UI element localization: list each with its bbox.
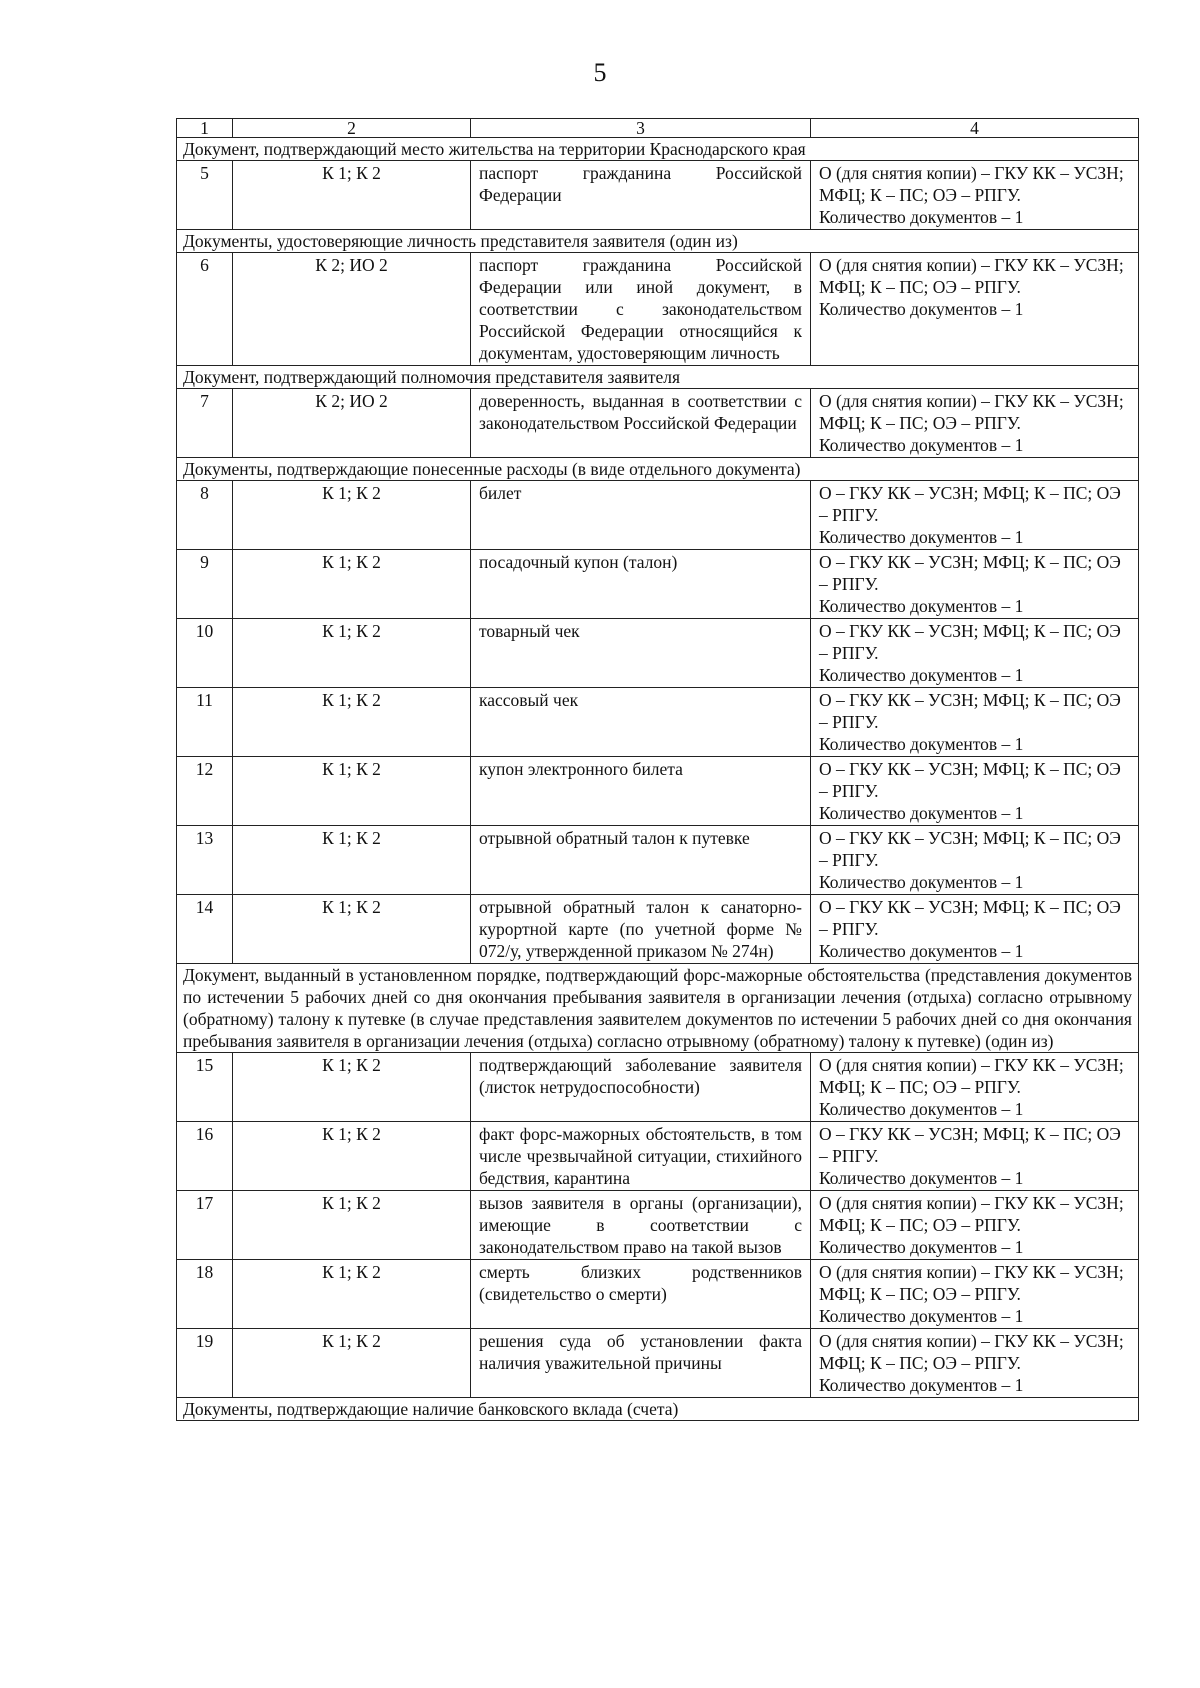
document-code-cell: К 1; К 2	[233, 895, 471, 964]
table-row	[177, 1191, 1139, 1260]
row-number-cell: 9	[177, 550, 233, 619]
table-row	[177, 253, 1139, 366]
document-name-cell: доверенность, выданная в соответствии с законодательством Российской Федерации	[471, 389, 811, 458]
table-row	[177, 895, 1139, 964]
column-header: 1	[177, 119, 233, 138]
section-heading-row	[177, 964, 1139, 1053]
table-row	[177, 550, 1139, 619]
table-row	[177, 1260, 1139, 1329]
submission-info-cell: О – ГКУ КК – УСЗН; МФЦ; К – ПС; ОЭ – РПГУ. Количество документов – 1	[811, 757, 1139, 826]
row-number-cell: 6	[177, 253, 233, 366]
document-name-cell: вызов заявителя в органы (организации), имеющие в соответствии с законодательством право на такой вызов	[471, 1191, 811, 1260]
document-code-cell: К 1; К 2	[233, 1260, 471, 1329]
column-header: 3	[471, 119, 811, 138]
submission-info-cell: О – ГКУ КК – УСЗН; МФЦ; К – ПС; ОЭ – РПГУ. Количество документов – 1	[811, 826, 1139, 895]
document-name-cell: отрывной обратный талон к санаторно-курортной карте (по учетной форме № 072/у, утвержденной приказом № 274н)	[471, 895, 811, 964]
section-heading: Документ, выданный в установленном порядке, подтверждающий форс-мажорные обстоятельства (представления документов по истечении 5 рабочих дней со дня окончания пребывания заявителя в организации лечения (отдыха) согласно отрывному (обратному) талону к путевке (в случае представления заявителем документов по истечении 5 рабочих дней со дня окончания пребывания заявителя в организации лечения (отдыха) согласно отрывному (обратному) талону к путевке) (один из)	[177, 964, 1139, 1053]
table-row	[177, 389, 1139, 458]
row-number-cell: 7	[177, 389, 233, 458]
column-header: 2	[233, 119, 471, 138]
document-code-cell: К 2; ИО 2	[233, 389, 471, 458]
table-header-row	[177, 119, 1139, 138]
section-heading-row	[177, 230, 1139, 253]
table-row	[177, 161, 1139, 230]
column-header: 4	[811, 119, 1139, 138]
document-code-cell: К 1; К 2	[233, 1122, 471, 1191]
document-code-cell: К 1; К 2	[233, 550, 471, 619]
row-number-cell: 19	[177, 1329, 233, 1398]
document-name-cell: паспорт гражданина Российской Федерации	[471, 161, 811, 230]
row-number-cell: 13	[177, 826, 233, 895]
section-heading: Документы, подтверждающие понесенные расходы (в виде отдельного документа)	[177, 458, 1139, 481]
submission-info-cell: О (для снятия копии) – ГКУ КК – УСЗН; МФЦ; К – ПС; ОЭ – РПГУ. Количество документов – 1	[811, 1260, 1139, 1329]
section-heading-row	[177, 138, 1139, 161]
section-heading: Документы, удостоверяющие личность представителя заявителя (один из)	[177, 230, 1139, 253]
row-number-cell: 16	[177, 1122, 233, 1191]
submission-info-cell: О (для снятия копии) – ГКУ КК – УСЗН; МФЦ; К – ПС; ОЭ – РПГУ. Количество документов – 1	[811, 1329, 1139, 1398]
document-code-cell: К 1; К 2	[233, 161, 471, 230]
section-heading-row	[177, 366, 1139, 389]
row-number-cell: 8	[177, 481, 233, 550]
page-number: 5	[593, 58, 607, 87]
document-name-cell: купон электронного билета	[471, 757, 811, 826]
document-code-cell: К 1; К 2	[233, 826, 471, 895]
submission-info-cell: О (для снятия копии) – ГКУ КК – УСЗН; МФЦ; К – ПС; ОЭ – РПГУ. Количество документов – 1	[811, 1191, 1139, 1260]
submission-info-cell: О (для снятия копии) – ГКУ КК – УСЗН; МФЦ; К – ПС; ОЭ – РПГУ. Количество документов – 1	[811, 161, 1139, 230]
submission-info-cell: О – ГКУ КК – УСЗН; МФЦ; К – ПС; ОЭ – РПГУ. Количество документов – 1	[811, 619, 1139, 688]
section-heading: Документ, подтверждающий полномочия представителя заявителя	[177, 366, 1139, 389]
table-row	[177, 1329, 1139, 1398]
row-number-cell: 18	[177, 1260, 233, 1329]
table-row	[177, 826, 1139, 895]
row-number-cell: 17	[177, 1191, 233, 1260]
document-name-cell: кассовый чек	[471, 688, 811, 757]
document-name-cell: посадочный купон (талон)	[471, 550, 811, 619]
row-number-cell: 11	[177, 688, 233, 757]
document-name-cell: товарный чек	[471, 619, 811, 688]
table-row	[177, 1053, 1139, 1122]
table-row	[177, 481, 1139, 550]
document-code-cell: К 1; К 2	[233, 619, 471, 688]
document-name-cell: билет	[471, 481, 811, 550]
row-number-cell: 12	[177, 757, 233, 826]
document-name-cell: отрывной обратный талон к путевке	[471, 826, 811, 895]
row-number-cell: 10	[177, 619, 233, 688]
document-name-cell: смерть близких родственников (свидетельство о смерти)	[471, 1260, 811, 1329]
table-row	[177, 619, 1139, 688]
document-code-cell: К 1; К 2	[233, 1329, 471, 1398]
submission-info-cell: О – ГКУ КК – УСЗН; МФЦ; К – ПС; ОЭ – РПГУ. Количество документов – 1	[811, 481, 1139, 550]
row-number-cell: 14	[177, 895, 233, 964]
document-name-cell: подтверждающий заболевание заявителя (листок нетрудоспособности)	[471, 1053, 811, 1122]
section-heading: Документы, подтверждающие наличие банковского вклада (счета)	[177, 1398, 1139, 1421]
document-code-cell: К 1; К 2	[233, 757, 471, 826]
submission-info-cell: О – ГКУ КК – УСЗН; МФЦ; К – ПС; ОЭ – РПГУ. Количество документов – 1	[811, 688, 1139, 757]
document-code-cell: К 1; К 2	[233, 1191, 471, 1260]
table-row	[177, 688, 1139, 757]
document-code-cell: К 2; ИО 2	[233, 253, 471, 366]
document-code-cell: К 1; К 2	[233, 688, 471, 757]
submission-info-cell: О (для снятия копии) – ГКУ КК – УСЗН; МФЦ; К – ПС; ОЭ – РПГУ. Количество документов – 1	[811, 253, 1139, 366]
section-heading-row	[177, 458, 1139, 481]
document-code-cell: К 1; К 2	[233, 481, 471, 550]
section-heading: Документ, подтверждающий место жительства на территории Краснодарского края	[177, 138, 1139, 161]
row-number-cell: 15	[177, 1053, 233, 1122]
document-code-cell: К 1; К 2	[233, 1053, 471, 1122]
submission-info-cell: О – ГКУ КК – УСЗН; МФЦ; К – ПС; ОЭ – РПГУ. Количество документов – 1	[811, 895, 1139, 964]
document-name-cell: паспорт гражданина Российской Федерации или иной документ, в соответствии с законодательством Российской Федерации относящийся к документам, удостоверяющим личность	[471, 253, 811, 366]
submission-info-cell: О – ГКУ КК – УСЗН; МФЦ; К – ПС; ОЭ – РПГУ. Количество документов – 1	[811, 1122, 1139, 1191]
submission-info-cell: О – ГКУ КК – УСЗН; МФЦ; К – ПС; ОЭ – РПГУ. Количество документов – 1	[811, 550, 1139, 619]
section-heading-row	[177, 1398, 1139, 1421]
row-number-cell: 5	[177, 161, 233, 230]
table-row	[177, 757, 1139, 826]
documents-table	[176, 118, 1139, 1421]
submission-info-cell: О (для снятия копии) – ГКУ КК – УСЗН; МФЦ; К – ПС; ОЭ – РПГУ. Количество документов – 1	[811, 1053, 1139, 1122]
submission-info-cell: О (для снятия копии) – ГКУ КК – УСЗН; МФЦ; К – ПС; ОЭ – РПГУ. Количество документов – 1	[811, 389, 1139, 458]
document-name-cell: решения суда об установлении факта наличия уважительной причины	[471, 1329, 811, 1398]
table-row	[177, 1122, 1139, 1191]
document-name-cell: факт форс-мажорных обстоятельств, в том числе чрезвычайной ситуации, стихийного бедствия, карантина	[471, 1122, 811, 1191]
